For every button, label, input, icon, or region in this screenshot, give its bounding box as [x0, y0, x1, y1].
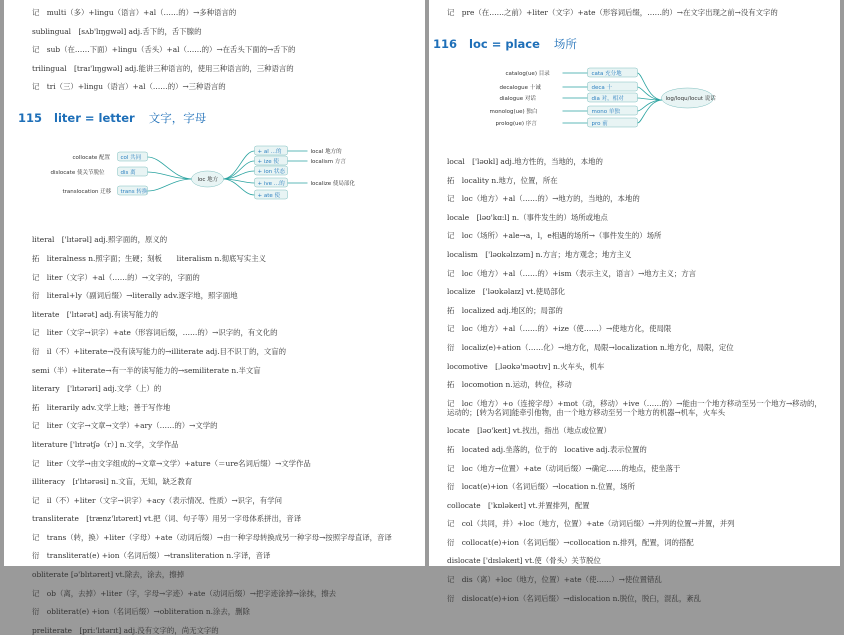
heading-number: 115 [18, 111, 43, 126]
entry-line: 拓 literalness n.照字面；生硬；刻板 literalism n.彻底写实主义 [32, 253, 266, 263]
mm-log-box-3: mono 单独 [591, 109, 620, 115]
left-page [4, 0, 425, 635]
entry-line: dislocate ['dɪsləkeɪt] vt.使（骨头）关节脱位 [447, 556, 601, 566]
entry-line: 衍 obliterat(e) +ion（名词后缀）→obliteration n.涂去，删除 [32, 607, 250, 617]
entry-line: 拓 locality n.地方，位置，所在 [447, 175, 558, 185]
mm-log-left-0: catalog(ue) 目录 [505, 71, 550, 77]
right-page [429, 0, 840, 603]
entry-line: obliterate [ə'blɪtəreɪt] vt.除去，涂去，擦掉 [32, 570, 185, 580]
mm-box-left-2: trans 转换 [120, 189, 148, 196]
heading-meaning: 文字，字母 [148, 111, 207, 126]
mm-center: loc 地方 [197, 177, 219, 184]
mm-box-left-0: col 共同 [120, 155, 142, 162]
entry-line: 记 liter（文字）+al（……的）→文字的，字面的 [32, 272, 200, 282]
entry-line: sublingual [sʌb'lɪŋgwəl] adj.舌下的，舌下腺的 [32, 26, 202, 36]
entry-line: literal ['lɪtərəl] adj.照字面的，原义的 [32, 235, 168, 245]
entry-line: 衍 dislocat(e)+ion（名词后缀）→dislocation n.脱位，脱臼，混乱，紊乱 [447, 593, 701, 603]
mm-box-right-0: + al …的 [257, 149, 282, 156]
entry-line: semi（半）+literate→有一半的读写能力的→semiliterate n.半文盲 [32, 365, 261, 375]
mindmap-log-svg [447, 65, 828, 135]
entry-line: transliterate [trænz'lɪtəreɪt] vt.把（词、句子等）用另一字母体系拼出，音译 [32, 514, 302, 524]
entry-line: literature ['lɪtrətʃə（r）] n.文学，文学作品 [32, 439, 179, 449]
mm-box-right-4: + ate 使 [257, 193, 281, 200]
entry-line: 记 loc（地方）+al（……的）+ism（表示主义，语言）→地方主义；方言 [447, 268, 697, 278]
entry-line: 衍 transliterat(e) +ion（名词后缀）→transliteration n.字译，音译 [32, 551, 271, 561]
entry-line: 记 loc（场所）+ale→a，l，e相遇的场所→（事件发生的）场所 [447, 231, 662, 241]
mm-box-right-2: + ion 状态 [257, 169, 285, 176]
entry-line: 记 il（不）+liter（文字→识字）+acy（表示情况、性质）→识字，有学问 [32, 495, 282, 505]
book-spread [4, 0, 840, 635]
mm-log-left-2: dialogue 对话 [499, 96, 536, 102]
entry-line: 记 dis（离）+loc（地方，位置）+ate（使……）→使位置错乱 [447, 575, 662, 585]
entry-line: localism ['ləʊkəlɪzəm] n.方言；地方观念；地方主义 [447, 249, 632, 259]
entry-line: locate [ləʊ'keɪt] vt.找出，指出（地点或位置） [447, 426, 611, 436]
entry-line: 记 tri（三）+lingu（语言）+al（……的）→三种语言的 [32, 82, 226, 92]
mm-left-item-1: dislocate 使关节脱位 [50, 170, 105, 177]
entry-line: 记 loc（地方→位置）+ate（动词后缀）→确定……的地点，使坐落于 [447, 463, 681, 473]
mm-right-item-2: localize 使局部化 [310, 181, 355, 188]
right-entry-lines [447, 157, 828, 603]
entry-line: trilingual [traɪ'lɪŋgwəl] adj.能讲三种语言的，使用三种语言的，三种语言的 [32, 63, 294, 73]
mm-log-box-1: deca 十 [591, 85, 613, 91]
entry-line: 拓 locomotion n.运动，转位，移动 [447, 380, 572, 390]
mm-left-item-0: collocate 配置 [72, 155, 110, 162]
entry-line: 记 liter（文字→文章→文学）+ary（……的）→文学的 [32, 421, 218, 431]
entry-line: 拓 located adj.坐落的，位于的 locative adj.表示位置的 [447, 444, 647, 454]
entry-line: 记 loc（地方）+al（……的）+ize（使……）→使地方化，使局限 [447, 324, 672, 334]
entry-line: 记 trans（转，换）+liter（字母）+ate（动词后缀）→由一种字母转换成另一种字母→按照字母直译，音译 [32, 532, 392, 542]
entry-line: 拓 localized adj.地区的；局部的 [447, 305, 563, 315]
entry-line: 衍 literal+ly（副词后缀）→literally adv.逐字地，照字面地 [32, 291, 238, 301]
mm-log-box-2: dia 对，相对 [591, 96, 624, 102]
mindmap-log [447, 65, 828, 135]
mm-log-box-0: cata 充分地 [591, 71, 622, 77]
entry-line: collocate ['kɒləkeɪt] vt.并置排列，配置 [447, 500, 590, 510]
heading-root: loc = place [469, 37, 540, 51]
mm-log-center: log/loqu/locut 说话 [665, 96, 716, 102]
entry-line: local ['ləʊkl] adj.地方性的，当地的，本地的 [447, 157, 603, 166]
entry-line: 衍 il（不）+literate→没有读写能力的→illiterate adj.目不识丁的，文盲的 [32, 346, 287, 356]
entry-line: 记 sub（在……下面）+lingu（舌头）+al（……的）→在舌头下面的→舌下的 [32, 45, 296, 55]
heading-number: 116 [433, 37, 458, 51]
mm-log-box-4: pro 前 [591, 121, 608, 127]
mm-box-right-1: + ize 使 [257, 159, 279, 166]
right-top-lines [447, 8, 828, 17]
entry-line: localize ['ləʊkəlaɪz] vt.使局部化 [447, 287, 566, 297]
entry-line: illiteracy [ɪ'lɪtərəsi] n.文盲，无知，缺乏教育 [32, 477, 193, 487]
section-heading-115 [18, 110, 413, 126]
entry-line: 记 col（共同，并）+loc（地方，位置）+ate（动词后缀）→并列的位置→并置，并列 [447, 519, 735, 529]
mm-log-left-1: decalogue 十诫 [499, 85, 541, 91]
entry-line: 记 ob（离，去掉）+liter（字，字母→字迹）+ate（动词后缀）→把字迹涂掉→涂抹，擦去 [32, 588, 337, 598]
entry-line: 衍 locat(e)+ion（名词后缀）→location n.位置，场所 [447, 482, 635, 492]
mindmap-loc [32, 139, 413, 219]
entry-line: preliterate [pri:'lɪtərɪt] adj.没有文字的，尚无文字的 [32, 625, 219, 635]
entry-line: literate ['lɪtərət] adj.有读写能力的 [32, 309, 158, 319]
mm-box-left-1: dis 离 [120, 170, 136, 177]
entry-line: literary ['lɪtərəri] adj.文学（上）的 [32, 384, 162, 394]
mm-right-item-1: localism 方言 [310, 159, 346, 166]
entry-line: 拓 literarily adv.文学上地；善于写作地 [32, 402, 171, 412]
entry-line: 记 loc（地方）+o（连接字母）+mot（动，移动）+ive（……的）→能由一个地方移动至另一个地方→移动的，运动的；[转为名词]能牵引他物，由一个地方移动至另一个地方的机器→机车，火车头 [447, 398, 822, 417]
entry-line: 记 liter（文字→识字）+ate（形容词后缀，……的）→识字的，有文化的 [32, 328, 278, 338]
mm-box-right-3: + ive …的 [257, 181, 285, 188]
mindmap-loc-svg [32, 139, 413, 219]
heading-root: liter = letter [54, 111, 135, 126]
section-heading-116 [433, 36, 828, 52]
entry-line: 记 multi（多）+lingu（语言）+al（……的）→多种语言的 [32, 8, 237, 17]
left-entry-lines [32, 235, 413, 634]
mm-log-left-3: monolog(ue) 独白 [489, 109, 538, 115]
entry-line: 衍 localiz(e)+ation（……化）→地方化，局限→localization n.地方化，局限，定位 [447, 342, 734, 352]
entry-line: 记 pre（在……之前）+liter（文字）+ate（形容词后缀，……的）→在文字出现之前→没有文字的 [447, 8, 778, 17]
entry-line: 记 loc（地方）+al（……的）→地方的，当地的，本地的 [447, 194, 640, 204]
entry-line: locomotive [ˌləʊkə'məʊtɪv] n.火车头，机车 [447, 361, 605, 371]
entry-line: locale [ləʊ'kɑ:l] n.（事件发生的）场所或地点 [447, 212, 608, 222]
left-top-lines [32, 8, 413, 91]
heading-meaning: 场所 [553, 37, 577, 51]
entry-line: 衍 collocat(e)+ion（名词后缀）→collocation n.排列，配置，词的搭配 [447, 537, 694, 547]
mm-right-item-0: local 地方的 [310, 149, 342, 156]
mm-log-left-4: prolog(ue) 序言 [495, 121, 537, 127]
entry-line: 记 liter（文学→由文字组成的→文章→文学）+ature（＝ure名词后缀）→文学作品 [32, 458, 311, 468]
mm-left-item-2: translocation 迁移 [62, 189, 112, 196]
